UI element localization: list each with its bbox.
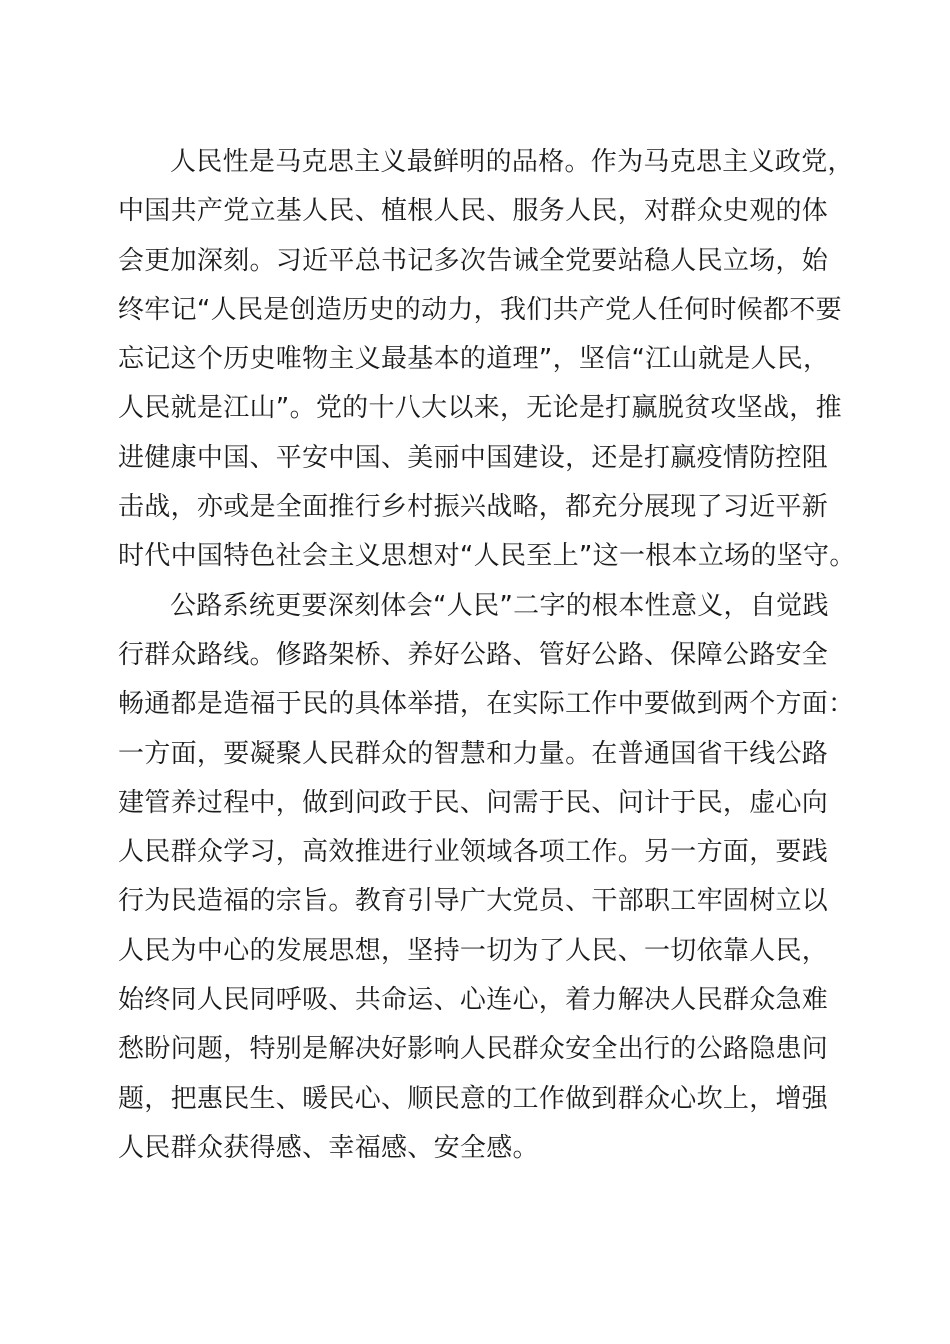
paragraph-line: 进健康中国、平安中国、美丽中国建设，还是打赢疫情防控阻 [118, 442, 829, 473]
paragraph-line: 中国共产党立基人民、植根人民、服务人民，对群众史观的体 [118, 196, 829, 227]
paragraph-line: 终牢记“人民是创造历史的动力，我们共产党人任何时候都不要 [118, 294, 842, 325]
paragraph-line: 忘记这个历史唯物主义最基本的道理”，坚信“江山就是人民， [118, 344, 830, 375]
paragraph-line: 时代中国特色社会主义思想对“人民至上”这一根本立场的坚守。 [118, 541, 856, 572]
paragraph-line: 始终同人民同呼吸、共命运、心连心，着力解决人民群众急难 [118, 985, 829, 1016]
paragraph-line: 一方面，要凝聚人民群众的智慧和力量。在普通国省干线公路 [118, 738, 829, 769]
paragraph-line: 人民群众获得感、幸福感、安全感。 [118, 1132, 539, 1163]
paragraph-1 [118, 138, 856, 582]
paragraph-line: 公路系统更要深刻体会“人民”二字的根本性意义，自觉践 [170, 590, 829, 621]
paragraph-line: 题，把惠民生、暖民心、顺民意的工作做到群众心坎上，增强 [118, 1083, 829, 1114]
paragraph-line: 建管养过程中，做到问政于民、问需于民、问计于民，虚心向 [118, 787, 829, 818]
paragraph-line: 愁盼问题，特别是解决好影响人民群众安全出行的公路隐患问 [118, 1034, 829, 1065]
document-body [118, 138, 856, 1173]
paragraph-line: 击战，亦或是全面推行乡村振兴战略，都充分展现了习近平新 [118, 492, 829, 523]
paragraph-2 [118, 582, 855, 1174]
paragraph-line: 行群众路线。修路架桥、养好公路、管好公路、保障公路安全 [118, 639, 829, 670]
paragraph-line: 人民就是江山”。党的十八大以来，无论是打赢脱贫攻坚战，推 [118, 393, 842, 424]
paragraph-line: 人民性是马克思主义最鲜明的品格。作为马克思主义政党， [170, 147, 854, 177]
paragraph-line: 人民为中心的发展思想，坚持一切为了人民、一切依靠人民， [118, 935, 829, 966]
paragraph-line: 会更加深刻。习近平总书记多次告诫全党要站稳人民立场，始 [118, 245, 829, 276]
paragraph-line: 行为民造福的宗旨。教育引导广大党员、干部职工牢固树立以 [118, 886, 829, 917]
paragraph-line: 人民群众学习，高效推进行业领域各项工作。另一方面，要践 [118, 837, 829, 868]
paragraph-line: 畅通都是造福于民的具体举措，在实际工作中要做到两个方面： [118, 689, 855, 720]
